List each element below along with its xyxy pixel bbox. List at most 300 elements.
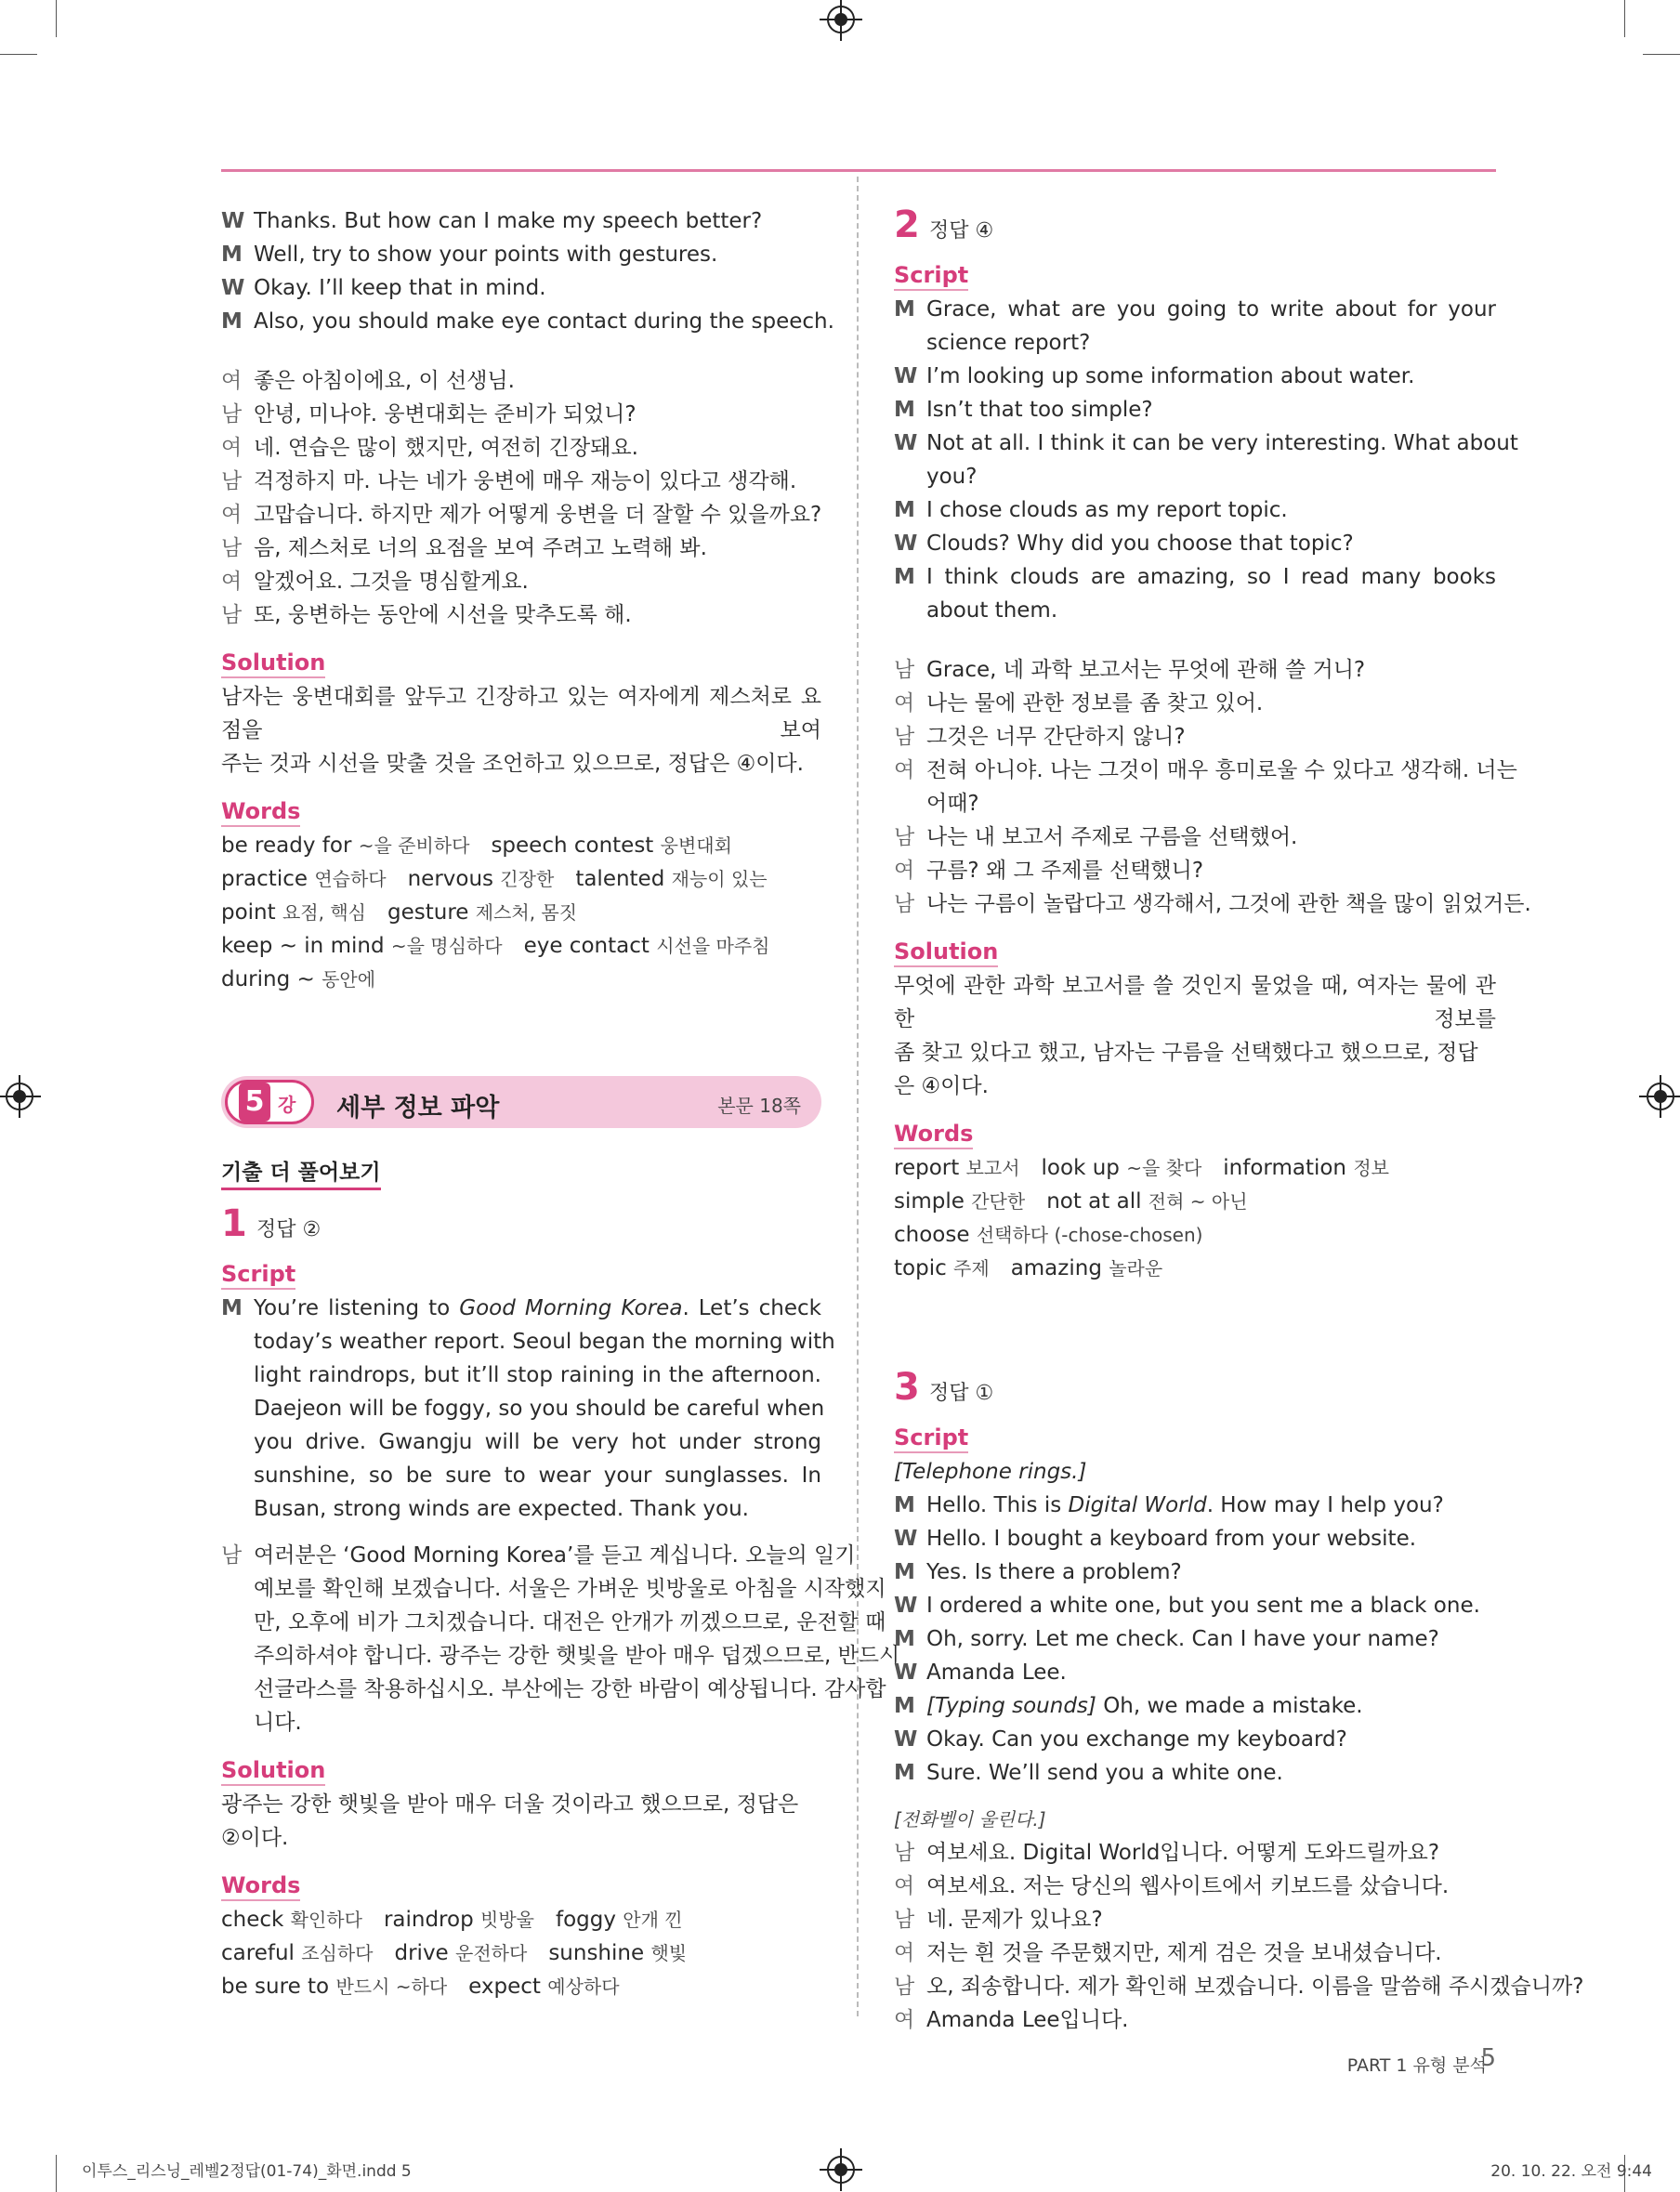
speaker <box>221 1392 254 1425</box>
word-en: sunshine <box>548 1941 645 1965</box>
dialogue-line <box>894 594 1496 627</box>
dialogue-line <box>894 1689 1496 1723</box>
word-ko: ~을 명심하다 <box>390 935 503 957</box>
dialogue-line <box>894 687 1496 720</box>
subsection-wrap <box>221 1156 821 1190</box>
solution-text: 남자는 웅변대회를 앞두고 긴장하고 있는 여자에게 제스처로 요점을 보여 <box>221 685 821 742</box>
dialogue-line <box>894 1622 1496 1656</box>
word-ko: 요점, 핵심 <box>282 901 366 924</box>
dialogue-line <box>221 431 821 465</box>
spacer <box>894 1103 1496 1116</box>
dialogue-line <box>894 887 1531 921</box>
word-en: point <box>221 900 276 925</box>
word-ko: 제스처, 몸짓 <box>475 901 578 924</box>
speaker <box>221 1492 254 1526</box>
section-label-wrap <box>894 934 1496 969</box>
word-ko: 주제 <box>953 1257 990 1280</box>
speaker: 남 <box>894 1975 915 1999</box>
dialogue-line <box>221 532 821 565</box>
line-text: 좋은 아침이에요, 이 선생님. <box>254 369 515 393</box>
answer-key: 정답 ④ <box>929 219 994 243</box>
line-text: you? <box>926 465 978 489</box>
line-text <box>926 1555 1496 1589</box>
speaker: M <box>894 1761 915 1785</box>
question-header <box>221 1202 821 1247</box>
speaker: 남 <box>894 825 915 849</box>
spacer <box>894 1285 1496 1326</box>
line-text: 선글라스를 착용하십시오. 부산에는 강한 바람이 예상됩니다. 감사합 <box>254 1677 886 1701</box>
italic-text: [Typing sounds] <box>926 1694 1096 1718</box>
line-text <box>926 1656 1496 1689</box>
line-text-part: Oh, we made a mistake. <box>1096 1694 1363 1718</box>
line-text: science report? <box>926 331 1091 355</box>
line-text <box>926 1622 1496 1656</box>
speaker: 남 <box>221 402 243 427</box>
words-row <box>221 1903 821 1936</box>
question-header <box>894 1366 1496 1411</box>
dialogue-line <box>221 598 821 632</box>
line-text <box>926 1522 1496 1555</box>
line-text-part: Oh, sorry. Let me check. Can I have your name? <box>926 1627 1439 1651</box>
speaker: 여 <box>221 503 243 527</box>
stage-direction: [Telephone rings.] <box>894 1460 1087 1484</box>
word-ko: 정보 <box>1353 1157 1389 1179</box>
line-text: 또, 웅변하는 동안에 시선을 맞추도록 해. <box>254 603 632 627</box>
line-text: 음, 제스처로 너의 요점을 보여 주려고 노력해 봐. <box>254 536 707 560</box>
line-text <box>926 1756 1496 1790</box>
word-en: look up <box>1041 1156 1120 1180</box>
dialogue-line <box>221 1392 825 1425</box>
line-text-part: . Let’s check <box>682 1296 821 1320</box>
line-text: 그것은 너무 간단하지 않니? <box>926 725 1186 749</box>
registration-mark-icon <box>827 6 855 33</box>
words-row <box>221 896 821 929</box>
speaker <box>221 1325 254 1359</box>
dialogue-line <box>221 565 821 598</box>
line-text: 네. 연습은 많이 했지만, 여전히 긴장돼요. <box>254 436 638 460</box>
dialogue-line <box>221 1459 821 1492</box>
section-label-wrap <box>221 1868 821 1903</box>
speaker: 남 <box>894 725 915 749</box>
lesson-badge <box>225 1080 314 1124</box>
word-en: speech contest <box>491 833 654 858</box>
line-text: 여보세요. 저는 당신의 웹사이트에서 키보드를 샀습니다. <box>926 1874 1450 1898</box>
line-text: 전혀 아니야. 나는 그것이 매우 흥미로울 수 있다고 생각해. 너는 <box>926 758 1517 782</box>
lesson-title: 세부 정보 파악 <box>336 1094 500 1122</box>
dialogue-line <box>894 360 1496 393</box>
line-text <box>926 1489 1496 1522</box>
words-row <box>221 829 821 862</box>
section-label: Solution <box>221 649 325 678</box>
slug-filename: 이투스_리스닝_레벨2정답(01-74)_화면.indd 5 <box>82 2162 412 2181</box>
dialogue-line <box>221 1673 886 1706</box>
speaker: 남 <box>894 892 915 916</box>
words-row <box>221 963 821 996</box>
speaker: M <box>894 498 915 522</box>
line-text: 나는 물에 관한 정보를 좀 찾고 있어. <box>926 691 1264 715</box>
word-en: report <box>894 1156 960 1180</box>
speaker: 남 <box>894 1841 915 1865</box>
line-text-part: Okay. Can you exchange my keyboard? <box>926 1727 1347 1752</box>
speaker: 남 <box>894 1908 915 1932</box>
word-en: foggy <box>555 1908 616 1932</box>
spacer <box>894 1326 1496 1367</box>
line-text: Isn’t that too simple? <box>926 398 1153 422</box>
speaker: 남 <box>221 536 243 560</box>
word-en: practice <box>221 867 308 891</box>
section-label-wrap <box>894 1116 1496 1151</box>
line-text: 니다. <box>254 1711 302 1735</box>
line-text: Grace, what are you going to write about for your <box>926 297 1496 322</box>
word-ko: 안개 낀 <box>623 1909 683 1931</box>
dialogue-line <box>894 1656 1496 1689</box>
words-row <box>221 1936 821 1970</box>
lesson-unit: 강 <box>278 1094 296 1116</box>
dialogue-line <box>221 1359 821 1392</box>
dialogue-line <box>221 498 821 532</box>
word-ko: ~을 찾다 <box>1126 1157 1202 1179</box>
dialogue-line <box>221 1325 835 1359</box>
words-row <box>894 1151 1496 1185</box>
right-column <box>894 203 1584 2037</box>
words-row <box>221 1970 821 2003</box>
dialogue-line <box>221 1539 856 1572</box>
word-en: nervous <box>407 867 494 891</box>
line-text: 여러분은 ‘Good Morning Korea’를 듣고 계십니다. 오늘의 일기 <box>254 1543 856 1568</box>
speaker: W <box>221 209 245 233</box>
speaker <box>894 787 926 820</box>
answer-key: 정답 ① <box>929 1382 994 1405</box>
speaker: 남 <box>221 603 243 627</box>
solution-text: 무엇에 관한 과학 보고서를 쓸 것인지 물었을 때, 여자는 물에 관한 정보를 <box>894 974 1496 1031</box>
dialogue-line <box>894 720 1496 754</box>
section-label-wrap <box>221 645 821 680</box>
line-text: sunshine, so be sure to wear your sunglasses. In <box>254 1464 821 1488</box>
registration-mark-icon <box>827 2156 855 2184</box>
left-column <box>221 204 834 996</box>
solution-text: 좀 찾고 있다고 했고, 남자는 구름을 선택했다고 했으므로, 정답은 ④이다. <box>894 1041 1478 1098</box>
solution-text: 주는 것과 시선을 맞출 것을 조언하고 있으므로, 정답은 ④이다. <box>221 752 804 776</box>
word-en: drive <box>394 1941 449 1965</box>
word-en: be ready for <box>221 833 352 858</box>
word-en: talented <box>575 867 665 891</box>
speaker <box>221 1606 254 1639</box>
line-text-part: . How may I help you? <box>1206 1493 1444 1517</box>
crop-mark <box>0 54 37 55</box>
line-text: 알겠어요. 그것을 명심할게요. <box>254 570 529 594</box>
line-text: I think clouds are amazing, so I read many books <box>926 565 1496 589</box>
dialogue-line <box>221 1492 821 1526</box>
speaker: 여 <box>221 570 243 594</box>
line-text-part: Sure. We’ll send you a white one. <box>926 1761 1283 1785</box>
speaker: W <box>894 364 918 388</box>
word-ko: 햇빛 <box>650 1942 688 1964</box>
line-text-part: I ordered a white one, but you sent me a black one. <box>926 1594 1480 1618</box>
spacer <box>221 338 821 364</box>
dialogue-line <box>894 820 1496 854</box>
dialogue-line <box>221 1639 900 1673</box>
word-ko: 반드시 ~하다 <box>335 1975 448 1998</box>
dialogue-line <box>894 1489 1496 1522</box>
word-ko: 시선을 마주침 <box>656 935 770 957</box>
stage-direction-ko: [전화벨이 울린다.] <box>894 1808 1046 1831</box>
word-ko: 연습하다 <box>314 868 387 890</box>
speaker: 남 <box>894 658 915 682</box>
registration-mark-icon <box>1647 1083 1674 1110</box>
speaker: M <box>894 565 915 589</box>
speaker: 여 <box>894 1941 915 1965</box>
dialogue-line <box>894 1970 1584 2003</box>
crop-mark <box>1624 0 1625 37</box>
line-text: Grace, 네 과학 보고서는 무엇에 관해 쓸 거니? <box>926 658 1366 682</box>
answer-key: 정답 ② <box>256 1218 322 1241</box>
speaker: M <box>894 398 915 422</box>
registration-mark-icon <box>6 1083 33 1110</box>
footer-part-label: PART 1 유형 분석 <box>1346 2055 1487 2076</box>
question-number: 1 <box>221 1202 247 1245</box>
speaker <box>221 1706 254 1739</box>
dialogue-line <box>894 1836 1496 1870</box>
speaker: W <box>894 532 918 556</box>
dialogue-line <box>894 1936 1496 1970</box>
spacer <box>894 1790 1496 1803</box>
spacer <box>221 1190 821 1203</box>
line-text: 예보를 확인해 보겠습니다. 서울은 가벼운 빗방울로 아침을 시작했지 <box>254 1577 886 1601</box>
speaker: 여 <box>894 2008 915 2032</box>
dialogue-line <box>894 1555 1496 1589</box>
words-row <box>894 1185 1496 1218</box>
crop-mark <box>56 2155 57 2192</box>
word-en: during ~ <box>221 967 315 991</box>
line-text: I’m looking up some information about water. <box>926 364 1415 388</box>
section-label: Words <box>221 1871 300 1901</box>
word-ko: 예상하다 <box>547 1975 620 1998</box>
speaker <box>221 1673 254 1706</box>
section-label: Words <box>221 797 300 827</box>
line-text: 걱정하지 마. 나는 네가 웅변에 매우 재능이 있다고 생각해. <box>254 469 797 493</box>
spacer <box>894 627 1496 653</box>
italic-text: Digital World <box>1068 1493 1207 1517</box>
speaker <box>221 1639 254 1673</box>
speaker: W <box>221 276 245 300</box>
line-text-part: Yes. Is there a problem? <box>926 1560 1182 1584</box>
speaker: W <box>894 1727 918 1752</box>
speaker: W <box>894 1594 918 1618</box>
page-number: 5 <box>1480 2044 1496 2072</box>
word-en: eye contact <box>523 934 650 958</box>
word-ko: 빗방울 <box>480 1909 534 1931</box>
words-row <box>221 929 821 963</box>
left-column-lower <box>221 1156 900 2003</box>
speaker: M <box>894 297 915 322</box>
lesson-page-ref: 본문 18쪽 <box>717 1095 801 1117</box>
spacer <box>221 632 821 645</box>
word-en: keep ~ in mind <box>221 934 385 958</box>
section-label-wrap <box>221 1752 821 1788</box>
line-text: 어때? <box>926 792 979 816</box>
dialogue-line <box>894 787 1496 820</box>
speaker <box>894 326 926 360</box>
word-ko: 보고서 <box>965 1157 1020 1179</box>
line-text: 오, 죄송합니다. 제가 확인해 보겠습니다. 이름을 말씀해 주시겠습니까? <box>926 1975 1584 1999</box>
word-en: amazing <box>1010 1256 1102 1280</box>
line-text: 여보세요. Digital World입니다. 어떻게 도와드릴까요? <box>926 1841 1440 1865</box>
dialogue-line <box>894 460 1496 493</box>
dialogue-line <box>221 305 834 338</box>
dialogue-line <box>894 393 1496 427</box>
dialogue-line <box>221 204 821 238</box>
line-text <box>926 1589 1496 1622</box>
line-text: 저는 흰 것을 주문했지만, 제게 검은 것을 보내셨습니다. <box>926 1941 1442 1965</box>
line-text <box>254 1292 821 1325</box>
dialogue-line <box>894 293 1496 326</box>
word-ko: 재능이 있는 <box>671 868 768 890</box>
line-text-part: You’re listening to <box>254 1296 460 1320</box>
words-row <box>894 1252 1496 1285</box>
spacer <box>221 1526 821 1539</box>
word-ko: 선택하다 (-chose-chosen) <box>976 1224 1203 1246</box>
dialogue-line <box>221 465 821 498</box>
top-rule <box>221 169 1496 172</box>
lesson-number: 5 <box>239 1083 270 1122</box>
words-row <box>221 862 821 896</box>
line-text: Well, try to show your points with gestures. <box>254 243 718 267</box>
crop-mark <box>1643 54 1680 55</box>
line-text: Thanks. But how can I make my speech better? <box>254 209 763 233</box>
word-en: simple <box>894 1189 965 1214</box>
line-text <box>926 1689 1496 1723</box>
dialogue-line <box>221 271 821 305</box>
lesson-banner <box>221 1076 821 1128</box>
dialogue-line <box>221 1606 886 1639</box>
question-number: 2 <box>894 203 920 246</box>
dialogue-line <box>894 653 1496 687</box>
spacer <box>221 1855 821 1868</box>
dialogue-line <box>894 854 1496 887</box>
speaker: M <box>221 309 243 334</box>
line-text: 네. 문제가 있나요? <box>926 1908 1103 1932</box>
word-ko: 운전하다 <box>455 1942 528 1964</box>
speaker: 남 <box>221 469 243 493</box>
dialogue-line <box>894 1870 1496 1903</box>
line-text <box>926 1723 1496 1756</box>
dialogue-line <box>894 527 1496 560</box>
section-label: Words <box>894 1120 973 1149</box>
word-en: gesture <box>387 900 469 925</box>
line-text: you drive. Gwangju will be very hot under strong <box>254 1430 821 1454</box>
speaker: M <box>221 243 243 267</box>
line-text: I chose clouds as my report topic. <box>926 498 1288 522</box>
dialogue-line <box>221 238 821 271</box>
line-text: Clouds? Why did you choose that topic? <box>926 532 1354 556</box>
dialogue-line <box>894 427 1518 460</box>
word-ko: 전혀 ~ 아닌 <box>1148 1190 1248 1213</box>
line-text: Amanda Lee입니다. <box>926 2008 1129 2032</box>
section-label: Script <box>894 261 968 291</box>
solution-text: 광주는 강한 햇빛을 받아 매우 더울 것이라고 했으므로, 정답은 ②이다. <box>221 1792 799 1850</box>
column-divider <box>857 177 859 2016</box>
speaker <box>894 460 926 493</box>
line-text-part: Hello. This is <box>926 1493 1069 1517</box>
section-label: Solution <box>894 938 998 967</box>
dialogue-line <box>221 364 821 398</box>
speaker: W <box>894 1660 918 1685</box>
line-text: 주의하셔야 합니다. 광주는 강한 햇빛을 받아 매우 덥겠으므로, 반드시 <box>254 1644 900 1668</box>
dialogue-line <box>221 1706 821 1739</box>
speaker: 여 <box>894 1874 915 1898</box>
line-text: about them. <box>926 598 1058 623</box>
dialogue-line <box>894 1522 1496 1555</box>
line-text-part: Amanda Lee. <box>926 1660 1067 1685</box>
section-label-wrap <box>221 1256 821 1292</box>
line-text: Also, you should make eye contact during the speech. <box>254 309 834 334</box>
dialogue-line <box>894 560 1496 594</box>
speaker: M <box>894 1493 915 1517</box>
spacer <box>221 1739 821 1752</box>
dialogue-line <box>221 1572 886 1606</box>
speaker: W <box>894 1527 918 1551</box>
dialogue-line <box>894 493 1496 527</box>
line-text: Okay. I’ll keep that in mind. <box>254 276 546 300</box>
word-en: information <box>1223 1156 1347 1180</box>
crop-mark <box>56 0 57 37</box>
line-text: today’s weather report. Seoul began the morning with <box>254 1330 835 1354</box>
word-en: raindrop <box>383 1908 474 1932</box>
words-row <box>894 1218 1496 1252</box>
speaker: 여 <box>894 859 915 883</box>
word-ko: 놀라운 <box>1109 1257 1163 1280</box>
section-label-wrap <box>221 794 821 829</box>
section-label: Solution <box>221 1756 325 1786</box>
word-en: expect <box>468 1975 541 1999</box>
dialogue-line <box>894 1723 1496 1756</box>
speaker: 여 <box>221 436 243 460</box>
speaker <box>221 1459 254 1492</box>
line-text: light raindrops, but it’ll stop raining in the afternoon. <box>254 1363 821 1387</box>
dialogue-line <box>221 1292 821 1325</box>
word-ko: 간단한 <box>971 1190 1026 1213</box>
section-label-wrap <box>894 1420 1496 1455</box>
speaker <box>221 1359 254 1392</box>
question-header <box>894 203 1496 248</box>
speaker: 남 <box>221 1543 243 1568</box>
word-ko: 긴장한 <box>500 868 555 890</box>
word-ko: 동안에 <box>322 968 376 991</box>
dialogue-line <box>894 1903 1496 1936</box>
line-text: Busan, strong winds are expected. Thank you. <box>254 1497 749 1521</box>
word-en: not at all <box>1046 1189 1142 1214</box>
speaker: M <box>221 1296 243 1320</box>
section-label: Script <box>221 1260 295 1290</box>
speaker: M <box>894 1627 915 1651</box>
dialogue-line <box>894 2003 1496 2037</box>
line-text: 구름? 왜 그 주제를 선택했니? <box>926 859 1204 883</box>
word-en: check <box>221 1908 284 1932</box>
word-en: be sure to <box>221 1975 330 1999</box>
line-text: 만, 오후에 비가 그치겠습니다. 대전은 안개가 끼겠으므로, 운전할 때 <box>254 1610 886 1634</box>
word-ko: 웅변대회 <box>660 834 732 857</box>
section-label-wrap <box>894 257 1496 293</box>
line-text: Daejeon will be foggy, so you should be careful when <box>254 1397 825 1421</box>
spacer <box>221 781 821 794</box>
speaker: W <box>894 431 918 455</box>
line-text: Not at all. I think it can be very interesting. What about <box>926 431 1518 455</box>
dialogue-line <box>221 1425 821 1459</box>
dialogue-line <box>894 1756 1496 1790</box>
word-ko: 조심하다 <box>301 1942 374 1964</box>
speaker: 여 <box>221 369 243 393</box>
speaker: 여 <box>894 758 915 782</box>
